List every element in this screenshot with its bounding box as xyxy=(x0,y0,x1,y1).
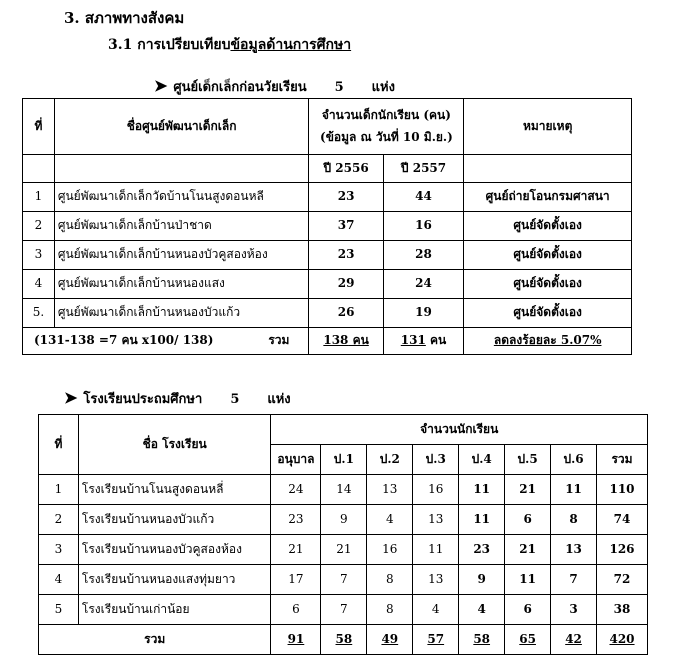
section-heading: 3. สภาพทางสังคม xyxy=(64,9,185,27)
row-y1: 23 xyxy=(309,183,383,212)
row-value: 16 xyxy=(413,475,459,505)
header-name: ชื่อ โรงเรียน xyxy=(78,415,271,475)
total-remark xyxy=(464,328,632,355)
row-y1: 26 xyxy=(309,299,383,328)
table-total-row xyxy=(39,625,648,655)
row-name: โรงเรียนบ้านหนองบัวคูสองห้อง xyxy=(78,535,271,565)
header-p2: ป.2 xyxy=(367,445,413,475)
row-no: 3 xyxy=(39,535,79,565)
header-remark: หมายเหตุ xyxy=(464,99,632,155)
header-p6: ป.6 xyxy=(551,445,597,475)
section1-count: 5 xyxy=(334,80,344,95)
row-value: 21 xyxy=(271,535,321,565)
header-p1: ป.1 xyxy=(321,445,367,475)
row-value: 13 xyxy=(413,565,459,595)
total-y2-value: 131 xyxy=(400,333,426,348)
subsection-heading xyxy=(108,34,351,56)
section1-title: ศูนย์เด็กเล็กก่อนวัยเรียน xyxy=(173,80,307,95)
row-value: 6 xyxy=(271,595,321,625)
row-value: 24 xyxy=(271,475,321,505)
row-value: 9 xyxy=(321,505,367,535)
row-name: โรงเรียนบ้านโนนสูงดอนหลี่ xyxy=(78,475,271,505)
row-y2: 24 xyxy=(383,270,464,299)
section2-title: โรงเรียนประถมศึกษา xyxy=(83,392,203,407)
section1-unit: แห่ง xyxy=(371,80,395,95)
row-no: 2 xyxy=(23,212,55,241)
header-p5: ป.5 xyxy=(505,445,551,475)
total-value-text: 49 xyxy=(381,631,399,646)
total-formula: (131-138 =7 คน x100/ 138) xyxy=(34,333,214,348)
total-y2-unit: คน xyxy=(425,333,447,348)
row-value: 7 xyxy=(321,595,367,625)
row-total: 126 xyxy=(597,535,648,565)
total-y1-value: 138 xyxy=(323,333,349,348)
table-row xyxy=(39,475,648,505)
row-y1: 23 xyxy=(309,241,383,270)
total-value xyxy=(321,625,367,655)
childcare-section-title xyxy=(154,76,395,97)
row-no: 1 xyxy=(23,183,55,212)
row-name: ศูนย์พัฒนาเด็กเล็กบ้านป่าชาด xyxy=(54,212,309,241)
total-value xyxy=(551,625,597,655)
row-value: 23 xyxy=(271,505,321,535)
total-y2 xyxy=(383,328,464,355)
total-value-text: 58 xyxy=(473,631,491,646)
row-value: 4 xyxy=(459,595,505,625)
total-value xyxy=(367,625,413,655)
table-row xyxy=(39,535,648,565)
table-row xyxy=(39,565,648,595)
total-value-text: 65 xyxy=(519,631,536,646)
row-value: 8 xyxy=(367,595,413,625)
section2-unit: แห่ง xyxy=(267,392,291,407)
row-no: 3 xyxy=(23,241,55,270)
row-value: 11 xyxy=(505,565,551,595)
header-year-2557: ปี 2557 xyxy=(383,155,464,183)
row-value: 3 xyxy=(551,595,597,625)
row-value: 21 xyxy=(321,535,367,565)
table-row xyxy=(23,241,632,270)
arrow-icon: ➤ xyxy=(154,76,168,95)
row-remark: ศูนย์จัดตั้งเอง xyxy=(464,299,632,328)
header-total: รวม xyxy=(597,445,648,475)
row-name: ศูนย์พัฒนาเด็กเล็กบ้านหนองบัวแก้ว xyxy=(54,299,309,328)
header-p4: ป.4 xyxy=(459,445,505,475)
subheading-prefix: 3.1 การเปรียบเทียบ xyxy=(108,37,231,53)
row-no: 5. xyxy=(23,299,55,328)
row-name: ศูนย์พัฒนาเด็กเล็กบ้านหนองแสง xyxy=(54,270,309,299)
empty-cell xyxy=(23,155,55,183)
table-row xyxy=(23,183,632,212)
total-value xyxy=(505,625,551,655)
row-value: 23 xyxy=(459,535,505,565)
table-header-row xyxy=(39,415,648,445)
row-y2: 16 xyxy=(383,212,464,241)
row-value: 7 xyxy=(321,565,367,595)
table-header-row xyxy=(23,99,632,155)
row-remark: ศูนย์จัดตั้งเอง xyxy=(464,241,632,270)
table-subheader-row xyxy=(23,155,632,183)
row-total: 72 xyxy=(597,565,648,595)
row-value: 6 xyxy=(505,505,551,535)
row-value: 9 xyxy=(459,565,505,595)
row-no: 4 xyxy=(23,270,55,299)
row-name: โรงเรียนบ้านหนองบัวแก้ว xyxy=(78,505,271,535)
table-row xyxy=(39,595,648,625)
row-value: 11 xyxy=(459,505,505,535)
header-year-2556: ปี 2556 xyxy=(309,155,383,183)
row-name: โรงเรียนบ้านเก่าน้อย xyxy=(78,595,271,625)
total-remark-text: ลดลงร้อยละ 5.07% xyxy=(493,333,602,348)
row-y2: 19 xyxy=(383,299,464,328)
header-no: ที่ xyxy=(23,99,55,155)
row-value: 17 xyxy=(271,565,321,595)
total-value xyxy=(459,625,505,655)
row-value: 8 xyxy=(367,565,413,595)
header-students: จำนวนนักเรียน xyxy=(271,415,648,445)
row-value: 11 xyxy=(459,475,505,505)
row-name: โรงเรียนบ้านหนองแสงทุ่มยาว xyxy=(78,565,271,595)
empty-cell xyxy=(54,155,309,183)
total-value-text: 91 xyxy=(287,631,305,646)
row-value: 11 xyxy=(413,535,459,565)
row-value: 7 xyxy=(551,565,597,595)
row-value: 16 xyxy=(367,535,413,565)
row-value: 6 xyxy=(505,595,551,625)
row-remark: ศูนย์จัดตั้งเอง xyxy=(464,212,632,241)
row-total: 74 xyxy=(597,505,648,535)
row-value: 13 xyxy=(551,535,597,565)
total-value xyxy=(413,625,459,655)
header-name: ชื่อศูนย์พัฒนาเด็กเล็ก xyxy=(54,99,309,155)
total-label: รวม xyxy=(268,333,290,348)
row-name: ศูนย์พัฒนาเด็กเล็กบ้านหนองบัวคูสองห้อง xyxy=(54,241,309,270)
header-students-line2: (ข้อมูล ณ วันที่ 10 มิ.ย.) xyxy=(320,129,453,144)
row-value: 21 xyxy=(505,535,551,565)
childcare-table xyxy=(22,98,632,355)
total-value xyxy=(271,625,321,655)
header-students xyxy=(309,99,464,155)
table-total-row xyxy=(23,328,632,355)
row-value: 4 xyxy=(413,595,459,625)
total-formula-cell xyxy=(23,328,309,355)
row-value: 13 xyxy=(367,475,413,505)
header-no: ที่ xyxy=(39,415,79,475)
grand-total xyxy=(597,625,648,655)
empty-cell xyxy=(464,155,632,183)
row-no: 5 xyxy=(39,595,79,625)
row-value: 4 xyxy=(367,505,413,535)
row-value: 21 xyxy=(505,475,551,505)
row-value: 14 xyxy=(321,475,367,505)
row-total: 110 xyxy=(597,475,648,505)
section2-count: 5 xyxy=(230,392,240,407)
total-y1-unit: คน xyxy=(348,333,369,348)
header-kindergarten: อนุบาล xyxy=(271,445,321,475)
row-no: 2 xyxy=(39,505,79,535)
row-name: ศูนย์พัฒนาเด็กเล็กวัดบ้านโนนสูงดอนหลี xyxy=(54,183,309,212)
row-value: 8 xyxy=(551,505,597,535)
row-y2: 44 xyxy=(383,183,464,212)
row-y2: 28 xyxy=(383,241,464,270)
row-y1: 29 xyxy=(309,270,383,299)
primary-school-section-title xyxy=(64,388,291,409)
row-remark: ศูนย์จัดตั้งเอง xyxy=(464,270,632,299)
table-row xyxy=(23,270,632,299)
total-value-text: 42 xyxy=(565,631,582,646)
row-remark: ศูนย์ถ่ายโอนกรมศาสนา xyxy=(464,183,632,212)
subheading-underlined: ข้อมูลด้านการศึกษา xyxy=(230,37,352,53)
header-p3: ป.3 xyxy=(413,445,459,475)
row-no: 1 xyxy=(39,475,79,505)
row-value: 13 xyxy=(413,505,459,535)
table-row xyxy=(23,299,632,328)
school-table xyxy=(38,414,648,655)
row-y1: 37 xyxy=(309,212,383,241)
table-row xyxy=(39,505,648,535)
header-students-line1: จำนวนเด็กนักเรียน (คน) xyxy=(321,108,451,123)
row-no: 4 xyxy=(39,565,79,595)
table-row xyxy=(23,212,632,241)
grand-total-text: 420 xyxy=(609,631,635,646)
row-value: 11 xyxy=(551,475,597,505)
total-y1 xyxy=(309,328,383,355)
total-value-text: 58 xyxy=(335,631,353,646)
arrow-icon: ➤ xyxy=(64,388,78,407)
total-label: รวม xyxy=(39,625,271,655)
row-total: 38 xyxy=(597,595,648,625)
total-value-text: 57 xyxy=(427,631,445,646)
